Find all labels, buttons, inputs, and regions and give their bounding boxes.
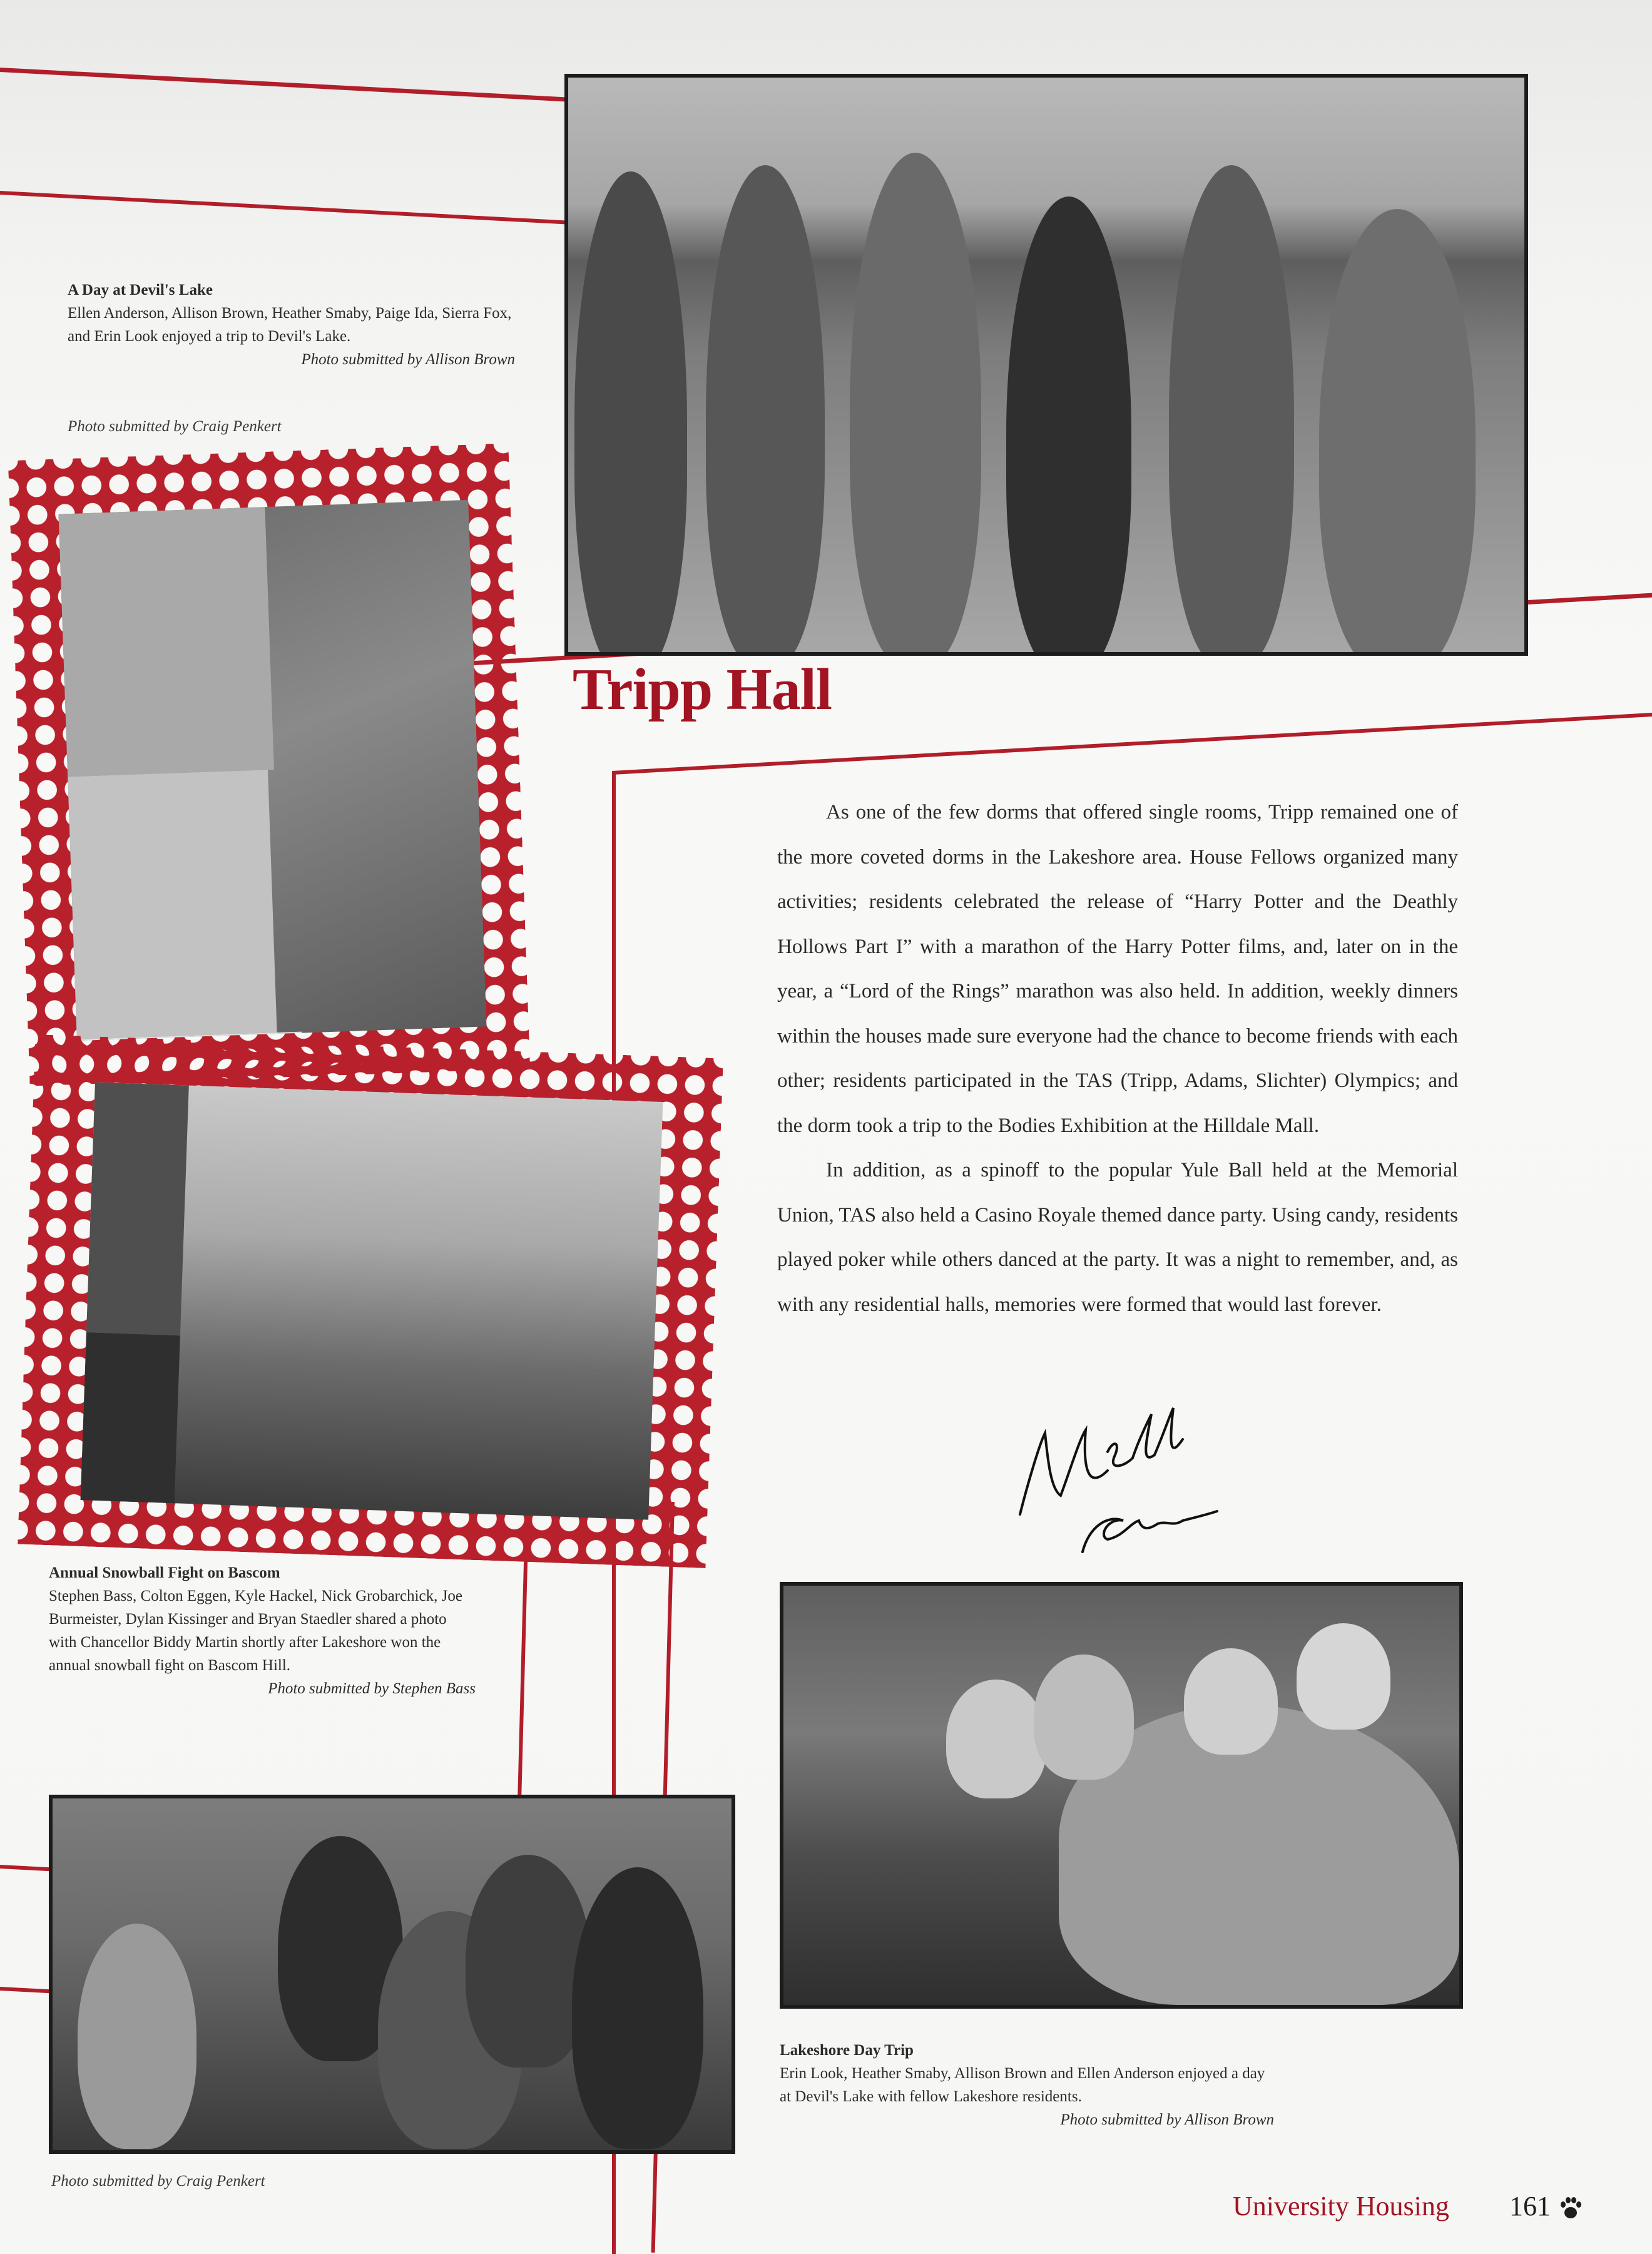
article-paragraph: In addition, as a spinoff to the popular Yule Ball held at the Memorial Union, TAS also held a Casino Royale themed dance party. Using candy, residents played poker while others danced at the party. It was a night to remember, and, as with any residential halls, memories were formed that would last forever. <box>777 1159 1458 1316</box>
page-number: 161 <box>1509 2191 1551 2221</box>
paw-icon <box>1559 2196 1582 2220</box>
caption-title: Annual Snowball Fight on Bascom <box>49 1564 280 1581</box>
photo-credit: Photo submitted by Allison Brown <box>301 351 515 368</box>
article-title: Tripp Hall <box>573 657 832 722</box>
caption-body: Stephen Bass, Colton Eggen, Kyle Hackel, Nick Grobarchick, Joe Burmeister, Dylan Kissinger and Bryan Staedler shared a photo with Chancellor Biddy Martin shortly after Lakeshore won the annual snowball fight on Bascom Hill. <box>49 1588 462 1674</box>
photo-credit: Photo submitted by Craig Penkert <box>51 2173 265 2190</box>
lakeshore-day-trip-photo <box>780 1582 1463 2009</box>
dorm-room-photo <box>49 1795 735 2154</box>
couple-photo <box>59 500 487 1041</box>
section-label: University Housing <box>1233 2191 1449 2221</box>
caption-title: A Day at Devil's Lake <box>68 282 213 298</box>
signature <box>1014 1395 1220 1564</box>
caption-body: Erin Look, Heather Smaby, Allison Brown and Ellen Anderson enjoyed a day at Devil's Lake with fellow Lakeshore residents. <box>780 2065 1265 2105</box>
snowball-caption <box>49 1561 476 1700</box>
article-body <box>777 790 1458 1327</box>
photo-credit: Photo submitted by Stephen Bass <box>268 1680 476 1697</box>
snowball-group-photo <box>81 1082 663 1519</box>
caption-title: Lakeshore Day Trip <box>780 2042 914 2059</box>
article-paragraph: As one of the few dorms that offered single rooms, Tripp remained one of the more coveted dorms in the Lakeshore area. House Fellows organized many activities; residents celebrated the release of “Harry Potter and the Deathly Hollows Part I” with a marathon of the Harry Potter films, and, later on in the year, a “Lord of the Rings” marathon was also held. In addition, weekly dinners within the houses made sure everyone had the chance to become friends with each other; residents participated in the TAS (Tripp, Adams, Slichter) Olympics; and the dorm took a trip to the Bodies Exhibition at the Hilldale Mall. <box>777 801 1458 1137</box>
devils-lake-group-photo <box>564 74 1528 656</box>
day-trip-caption <box>780 2039 1274 2131</box>
caption-body: Ellen Anderson, Allison Brown, Heather Smaby, Paige Ida, Sierra Fox, and Erin Look enjoyed a trip to Devil's Lake. <box>68 305 512 345</box>
devils-lake-caption <box>68 278 515 371</box>
photo-credit: Photo submitted by Allison Brown <box>1060 2111 1274 2128</box>
photo-credit: Photo submitted by Craig Penkert <box>68 418 282 435</box>
